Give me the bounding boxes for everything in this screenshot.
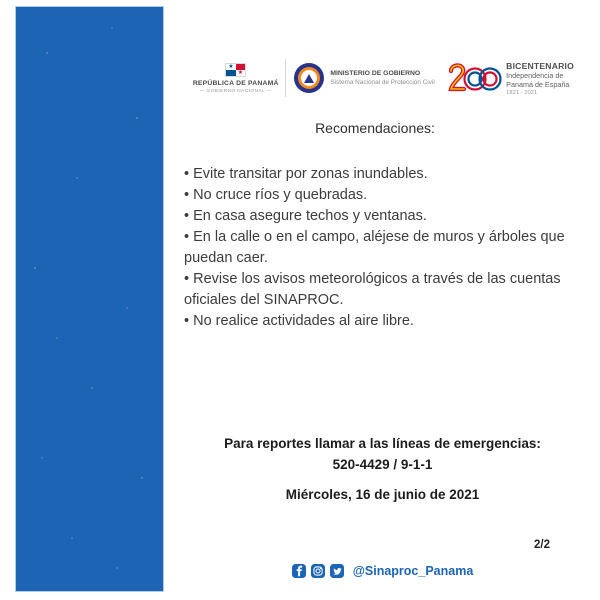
proteccion-civil-icon [294, 63, 324, 93]
bicentenario-mark [446, 60, 502, 96]
bicentenario-logo [446, 60, 574, 96]
panama-flag-icon [225, 63, 246, 77]
logo-divider [285, 59, 286, 97]
page-indicator: 2/2 [534, 539, 550, 551]
list-item: • Revise los avisos meteorológicos a través de las cuentas oficiales del SINAPROC. [184, 269, 584, 311]
twitter-icon[interactable] [330, 564, 344, 578]
ministry-logo-subtitle: Sistema Nacional de Protección Civil [330, 79, 435, 86]
republica-panama-logo [192, 63, 279, 94]
recommendations-list [184, 164, 584, 332]
list-item: • No realice actividades al aire libre. [184, 311, 584, 332]
facebook-icon[interactable] [292, 564, 306, 578]
bicentenario-title: BICENTENARIO [506, 60, 574, 71]
emergency-text: Para reportes llamar a las líneas de emergencias: [224, 436, 541, 451]
ministerio-gobierno-logo [294, 63, 438, 93]
social-handle[interactable]: @Sinaproc_Panama [352, 564, 474, 578]
list-item: • En casa asegure techos y ventanas. [184, 206, 584, 227]
social-footer [165, 564, 600, 578]
emergency-lines [165, 433, 600, 475]
list-item: • Evite transitar por zonas inundables. [184, 164, 584, 185]
date-line: Miércoles, 16 de junio de 2021 [285, 487, 480, 502]
panama-logo-subtitle: — GOBIERNO NACIONAL — [199, 88, 272, 94]
panama-logo-title: REPÚBLICA DE PANAMÁ [192, 79, 279, 87]
bicentenario-line2: Independencia de [506, 70, 564, 80]
bicentenario-years: 1821 - 2021 [506, 89, 538, 96]
list-item: • No cruce ríos y quebradas. [184, 185, 584, 206]
bicentenario-line3: Panamá de España [506, 79, 570, 89]
instagram-icon[interactable] [311, 564, 325, 578]
header-logos [192, 52, 574, 104]
ministry-logo-title: MINISTERIO DE GOBIERNO [330, 70, 421, 77]
left-blue-band [15, 6, 164, 592]
page-title: Recomendaciones: [315, 120, 435, 136]
list-item: • En la calle o en el campo, aléjese de muros y árboles que puedan caer. [184, 227, 584, 269]
emergency-numbers: 520-4429 / 9-1-1 [332, 457, 433, 472]
